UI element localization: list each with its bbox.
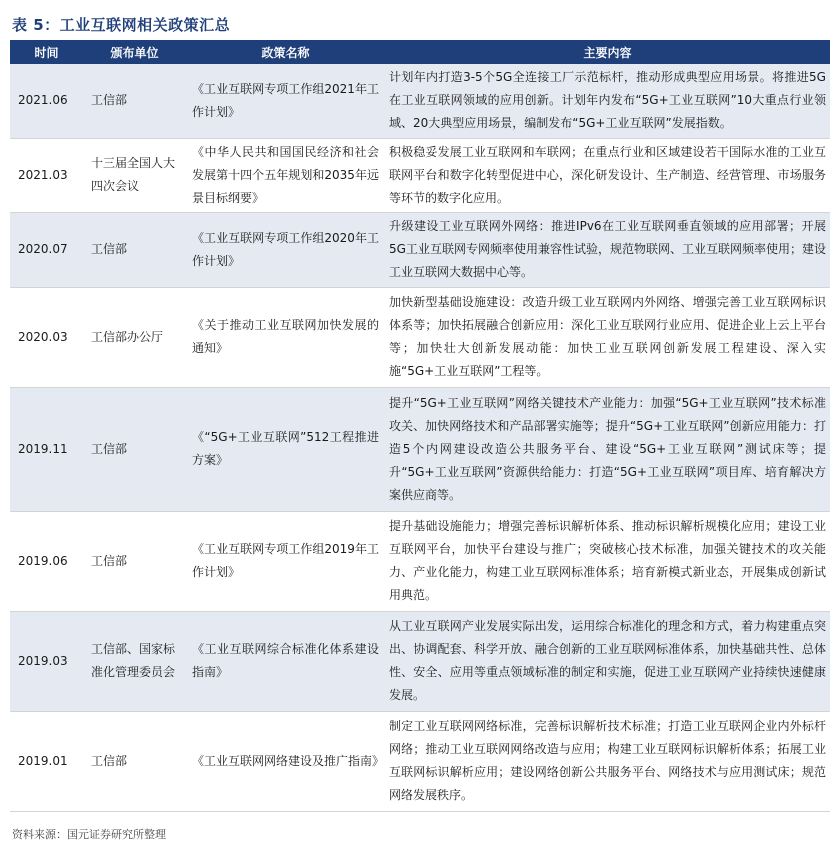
table-row xyxy=(10,212,830,287)
row-content: 积极稳妥发展工业互联网和车联网；在重点行业和区域建设若干国际水准的工业互联网平台和数字化转型促进中心，深化研发设计、生产制造、经营管理、市场服务等环节的数字化应用。 xyxy=(385,138,830,212)
row-issuer: 工信部、国家标准化管理委员会 xyxy=(83,611,186,711)
header-content: 主要内容 xyxy=(385,40,830,64)
row-policy: 《工业互联网专项工作组2019年工作计划》 xyxy=(186,511,385,611)
row-issuer: 工信部 xyxy=(83,711,186,811)
table-row xyxy=(10,511,830,611)
row-policy: 《关于推动工业互联网加快发展的通知》 xyxy=(186,287,385,387)
row-issuer: 工信部 xyxy=(83,212,186,287)
table-row xyxy=(10,611,830,711)
header-issuer: 颁布单位 xyxy=(83,40,186,64)
row-content: 从工业互联网产业发展实际出发，运用综合标准化的理念和方式，着力构建重点突出、协调配套、科学开放、融合创新的工业互联网标准体系，加快基础共性、总体性、安全、应用等重点领域标准的制定和实施，促进工业互联网产业持续快速健康发展。 xyxy=(385,611,830,711)
table-row xyxy=(10,387,830,511)
table-row xyxy=(10,64,830,138)
row-content: 计划年内打造3-5个5G全连接工厂示范标杆，推动形成典型应用场景。将推进5G在工业互联网领域的应用创新。计划年内发布“5G+工业互联网”10大重点行业领域、20大典型应用场景，编制发布“5G+工业互联网”发展指数。 xyxy=(385,64,830,138)
row-content: 升级建设工业互联网外网络：推进IPv6在工业互联网垂直领域的应用部署；开展5G工业互联网专网频率使用兼容性试验，规范物联网、工业互联网频率使用；建设工业互联网大数据中心等。 xyxy=(385,212,830,287)
row-date: 2019.03 xyxy=(10,611,83,711)
table-row xyxy=(10,287,830,387)
header-date: 时间 xyxy=(10,40,83,64)
row-content: 提升“5G+工业互联网”网络关键技术产业能力：加强“5G+工业互联网”技术标准攻关、加快网络技术和产品部署实施等；提升“5G+工业互联网”创新应用能力：打造5个内网建设改造公共服务平台、建设“5G+工业互联网”测试床等；提升“5G+工业互联网”资源供给能力：打造“5G+工业互联网”项目库、培育解决方案供应商等。 xyxy=(385,387,830,511)
row-content: 制定工业互联网网络标准，完善标识解析技术标准；打造工业互联网企业内外标杆网络；推动工业互联网网络改造与应用；构建工业互联网标识解析体系；拓展工业互联网标识解析应用；建设网络创新公共服务平台、网络技术与应用测试床；规范网络发展秩序。 xyxy=(385,711,830,811)
row-date: 2020.07 xyxy=(10,212,83,287)
row-date: 2019.06 xyxy=(10,511,83,611)
row-date: 2020.03 xyxy=(10,287,83,387)
table-header-row xyxy=(10,40,830,64)
row-policy: 《“5G+工业互联网”512工程推进方案》 xyxy=(186,387,385,511)
table-row xyxy=(10,138,830,212)
row-content: 加快新型基础设施建设：改造升级工业互联网内外网络、增强完善工业互联网标识体系等；加快拓展融合创新应用：深化工业互联网行业应用、促进企业上云上平台等；加快壮大创新发展动能：加快工业互联网创新发展工程建设、深入实施“5G+工业互联网”工程等。 xyxy=(385,287,830,387)
row-date: 2019.11 xyxy=(10,387,83,511)
row-date: 2021.06 xyxy=(10,64,83,138)
row-policy: 《工业互联网综合标准化体系建设指南》 xyxy=(186,611,385,711)
row-issuer: 十三届全国人大四次会议 xyxy=(83,138,186,212)
row-issuer: 工信部 xyxy=(83,64,186,138)
row-date: 2019.01 xyxy=(10,711,83,811)
row-policy: 《工业互联网专项工作组2020年工作计划》 xyxy=(186,212,385,287)
table-title: 表 5：工业互联网相关政策汇总 xyxy=(12,16,231,34)
row-issuer: 工信部 xyxy=(83,387,186,511)
policy-table xyxy=(10,40,830,812)
header-policy: 政策名称 xyxy=(186,40,385,64)
row-content: 提升基础设施能力；增强完善标识解析体系、推动标识解析规模化应用；建设工业互联网平台，加快平台建设与推广；突破核心技术标准，加强关键技术的攻关能力、产业化能力，构建工业互联网标准体系；培育新模式新业态，开展集成创新试用典范。 xyxy=(385,511,830,611)
source-note: 资料来源：国元证券研究所整理 xyxy=(12,828,166,841)
row-policy: 《工业互联网网络建设及推广指南》 xyxy=(186,711,385,811)
row-policy: 《中华人民共和国国民经济和社会发展第十四个五年规划和2035年远景目标纲要》 xyxy=(186,138,385,212)
row-issuer: 工信部 xyxy=(83,511,186,611)
row-policy: 《工业互联网专项工作组2021年工作计划》 xyxy=(186,64,385,138)
row-date: 2021.03 xyxy=(10,138,83,212)
row-issuer: 工信部办公厅 xyxy=(83,287,186,387)
table-row xyxy=(10,711,830,811)
